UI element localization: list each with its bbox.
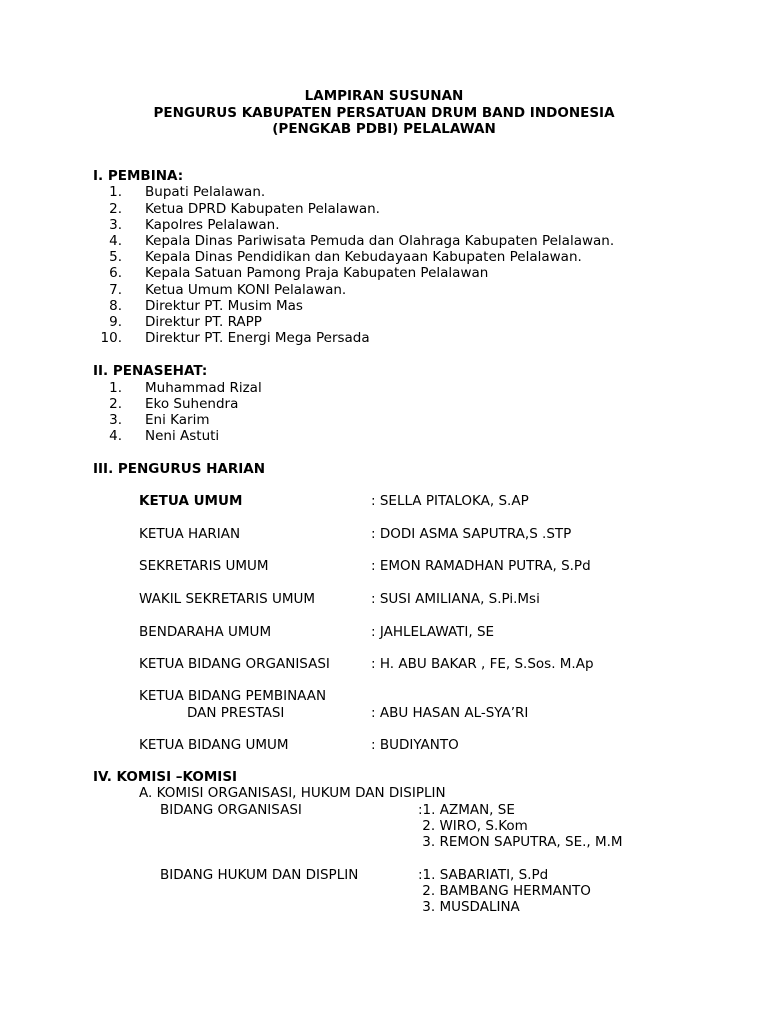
section-heading-pengurus-harian: III. PENGURUS HARIAN — [93, 460, 266, 477]
position-row — [0, 591, 768, 608]
list-number: 8. — [109, 297, 122, 314]
list-text: Neni Astuti — [145, 428, 220, 444]
section-heading-pembina: I. PEMBINA: — [93, 168, 184, 184]
list-text: Direktur PT. Musim Mas — [145, 297, 303, 314]
list-number: 1. — [109, 379, 122, 396]
list-item — [0, 201, 768, 218]
list-text: Eni Karim — [145, 412, 210, 428]
position-holder: : BUDIYANTO — [371, 737, 459, 753]
bidang-label: BIDANG HUKUM DAN DISPLIN — [160, 866, 359, 883]
list-item — [0, 217, 768, 234]
position-label: KETUA BIDANG UMUM — [139, 737, 289, 753]
list-item — [0, 249, 768, 266]
list-text: Kepala Dinas Pariwisata Pemuda dan Olahraga Kabupaten Pelalawan. — [145, 233, 615, 249]
list-item — [0, 265, 768, 282]
list-item — [0, 380, 768, 397]
position-holder: : ABU HASAN AL-SYA’RI — [371, 704, 529, 721]
list-number: 2. — [109, 200, 122, 217]
position-label: BENDARAHA UMUM — [139, 623, 272, 640]
list-item — [0, 428, 768, 445]
komisi-member-row — [0, 883, 768, 900]
list-text: Ketua DPRD Kabupaten Pelalawan. — [145, 200, 380, 217]
member-entry: :1. SABARIATI, S.Pd — [418, 866, 549, 883]
position-holder: : DODI ASMA SAPUTRA,S .STP — [371, 525, 572, 542]
position-row — [0, 737, 768, 754]
member-entry: 3. REMON SAPUTRA, SE., M.M — [418, 834, 623, 850]
position-row — [0, 493, 768, 510]
list-text: Kepala Satuan Pamong Praja Kabupaten Pelalawan — [145, 265, 489, 281]
list-item — [0, 184, 768, 201]
position-label: SEKRETARIS UMUM — [139, 558, 269, 574]
list-number: 3. — [109, 412, 122, 428]
title-line-1: LAMPIRAN SUSUNAN — [304, 88, 464, 104]
list-item — [0, 314, 768, 331]
komisi-subheading: A. KOMISI ORGANISASI, HUKUM DAN DISIPLIN — [139, 785, 446, 801]
list-text: Bupati Pelalawan. — [145, 184, 266, 200]
position-holder: : SELLA PITALOKA, S.AP — [371, 493, 529, 509]
list-text: Kapolres Pelalawan. — [145, 217, 280, 233]
list-number: 9. — [109, 314, 122, 330]
list-item — [0, 233, 768, 250]
position-row — [0, 624, 768, 641]
member-entry: 3. MUSDALINA — [418, 899, 520, 915]
member-entry: 2. BAMBANG HERMANTO — [418, 882, 591, 899]
title-line-2: PENGURUS KABUPATEN PERSATUAN DRUM BAND INDONESIA — [153, 104, 615, 121]
position-label: KETUA UMUM — [139, 493, 243, 509]
position-row — [0, 526, 768, 543]
list-item — [0, 282, 768, 299]
position-holder: : JAHLELAWATI, SE — [371, 623, 495, 640]
list-item — [0, 298, 768, 315]
position-row — [0, 705, 768, 722]
position-label: WAKIL SEKRETARIS UMUM — [139, 590, 316, 607]
list-item — [0, 412, 768, 429]
position-label: KETUA BIDANG PEMBINAAN — [139, 688, 327, 704]
position-holder: : H. ABU BAKAR , FE, S.Sos. M.Ap — [371, 656, 594, 672]
komisi-member-row — [0, 899, 768, 916]
member-entry: :1. AZMAN, SE — [418, 801, 515, 818]
position-row — [0, 656, 768, 673]
komisi-member-row — [0, 834, 768, 851]
position-holder: : SUSI AMILIANA, S.Pi.Msi — [371, 590, 540, 607]
komisi-member-row — [0, 818, 768, 835]
list-text: Eko Suhendra — [145, 395, 239, 412]
list-text: Direktur PT. RAPP — [145, 314, 262, 330]
position-holder: : EMON RAMADHAN PUTRA, S.Pd — [371, 558, 591, 574]
list-number: 6. — [109, 265, 122, 281]
list-number: 10. — [100, 330, 122, 346]
title-line-3: (PENGKAB PDBI) PELALAWAN — [272, 121, 496, 137]
komisi-group-row — [0, 802, 768, 819]
list-item — [0, 330, 768, 347]
position-label-continued: DAN PRESTASI — [187, 704, 285, 721]
list-text: Muhammad Rizal — [145, 379, 262, 396]
position-label: KETUA HARIAN — [139, 525, 241, 542]
position-label: KETUA BIDANG ORGANISASI — [139, 656, 330, 672]
list-number: 5. — [109, 249, 122, 265]
list-number: 4. — [109, 428, 122, 444]
list-number: 2. — [109, 395, 122, 412]
section-heading-komisi: IV. KOMISI –KOMISI — [93, 769, 238, 785]
section-heading-penasehat: II. PENASEHAT: — [93, 363, 208, 379]
list-text: Kepala Dinas Pendidikan dan Kebudayaan Kabupaten Pelalawan. — [145, 249, 582, 265]
list-item — [0, 396, 768, 413]
list-number: 3. — [109, 217, 122, 233]
komisi-group-row — [0, 867, 768, 884]
position-row — [0, 558, 768, 575]
list-number: 1. — [109, 184, 122, 200]
bidang-label: BIDANG ORGANISASI — [160, 801, 302, 818]
list-text: Direktur PT. Energi Mega Persada — [145, 330, 370, 346]
position-row-label-line — [0, 688, 768, 705]
list-number: 4. — [109, 233, 122, 249]
list-text: Ketua Umum KONI Pelalawan. — [145, 281, 347, 298]
list-number: 7. — [109, 281, 122, 298]
member-entry: 2. WIRO, S.Kom — [418, 817, 528, 834]
